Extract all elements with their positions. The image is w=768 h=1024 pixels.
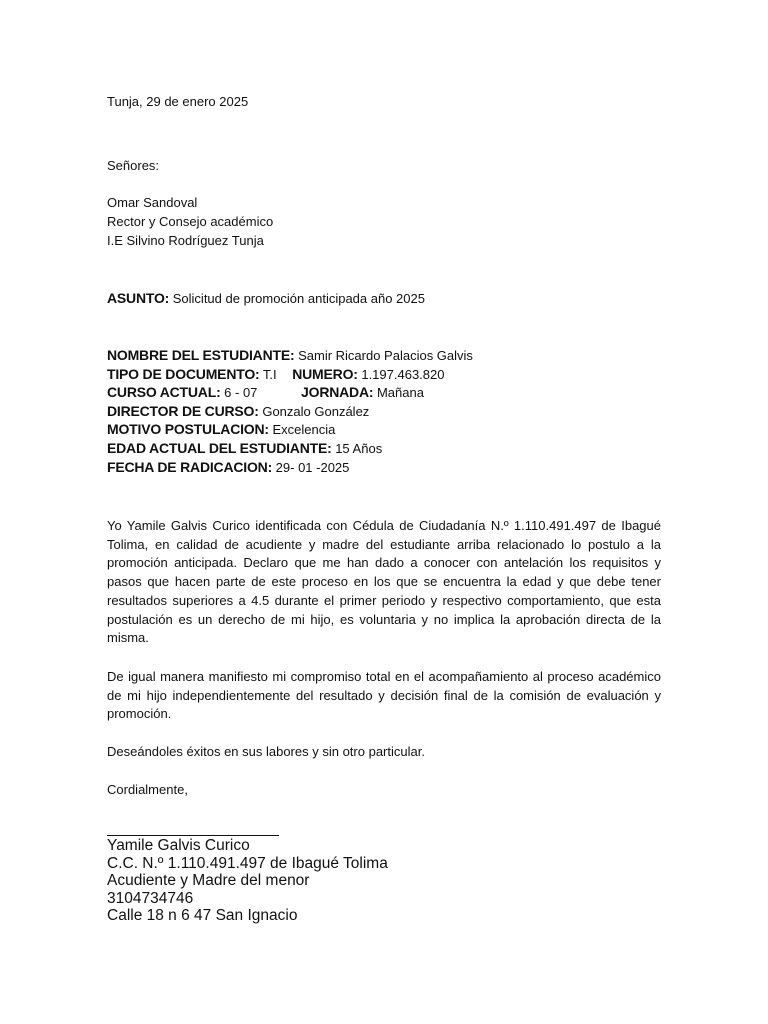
body-paragraph: Yo Yamile Galvis Curico identificada con Cédula de Ciudadanía N.º 1.110.491.497 de Ibagué Tolima, en calidad de acudiente y madre del estudiante arriba relacionado lo postulo a la promoción anticipada. Declaro que me han dado a conocer con antelación los requisitos y pasos que hacen parte de este proceso en los que se encuentra la edad y que debe tener resultados superiores a 4.5 durante el primer periodo y respectivo comportamiento, que esta postulación es un derecho de mi hijo, es voluntaria y no implica la aprobación directa de la misma.	[107, 518, 661, 646]
closing-line: Cordialmente,	[107, 782, 188, 797]
field-label: JORNADA:	[301, 384, 374, 401]
subject-text: Solicitud de promoción anticipada año 2025	[172, 291, 425, 306]
field-label: EDAD ACTUAL DEL ESTUDIANTE:	[107, 439, 332, 456]
field-value: Mañana	[376, 385, 424, 401]
subject-line	[107, 289, 425, 309]
field-label: NOMBRE DEL ESTUDIANTE:	[107, 347, 295, 363]
signer-name: Yamile Galvis Curico	[107, 837, 250, 854]
subject-label: ASUNTO:	[107, 290, 170, 306]
field-value: 29- 01 -2025	[275, 459, 350, 475]
field-label: CURSO ACTUAL:	[107, 384, 221, 401]
body-paragraph: De igual manera manifiesto mi compromiso total en el acompañamiento al proceso académico de mi hijo independientemente del resultado y decisión final de la comisión de evaluación y promoción.	[107, 669, 661, 722]
field-value: Gonzalo González	[262, 403, 370, 419]
signer-phone: 3104734746	[107, 889, 194, 907]
signature-line	[107, 835, 279, 836]
field-label: FECHA DE RADICACION:	[107, 458, 273, 475]
signer-role: Acudiente y Madre del menor	[107, 872, 310, 890]
field-value: 15 Años	[335, 440, 383, 456]
salutation: Señores:	[107, 158, 160, 173]
field-document	[107, 365, 473, 384]
signer-id: C.C. N.º 1.110.491.497 de Ibagué Tolima	[107, 854, 388, 872]
signature-block	[107, 837, 388, 925]
recipient-role: Rector y Consejo académico	[107, 214, 274, 229]
field-student-name	[107, 346, 473, 365]
field-reason	[107, 420, 473, 439]
field-age	[107, 439, 473, 458]
field-value: Samir Ricardo Palacios Galvis	[298, 348, 473, 363]
recipient-name: Omar Sandoval	[107, 195, 198, 210]
field-label: TIPO DE DOCUMENTO:	[107, 365, 260, 382]
student-fields	[107, 346, 473, 476]
signer-address: Calle 18 n 6 47 San Ignacio	[107, 907, 298, 925]
field-label: NUMERO:	[292, 365, 358, 382]
field-filing-date	[107, 458, 473, 477]
field-value: Excelencia	[272, 422, 336, 438]
date-line: Tunja, 29 de enero 2025	[107, 94, 249, 109]
body-paragraph: Deseándoles éxitos en sus labores y sin otro particular.	[107, 744, 425, 759]
field-value: T.I	[262, 366, 277, 382]
field-value: 1.197.463.820	[361, 366, 445, 382]
recipient-block	[107, 194, 273, 251]
field-label: MOTIVO POSTULACION:	[107, 421, 269, 438]
field-director	[107, 402, 473, 421]
field-value: 6 - 07	[224, 385, 258, 401]
field-label: DIRECTOR DE CURSO:	[107, 402, 259, 419]
field-course	[107, 383, 473, 402]
recipient-institution: I.E Silvino Rodríguez Tunja	[107, 233, 264, 248]
